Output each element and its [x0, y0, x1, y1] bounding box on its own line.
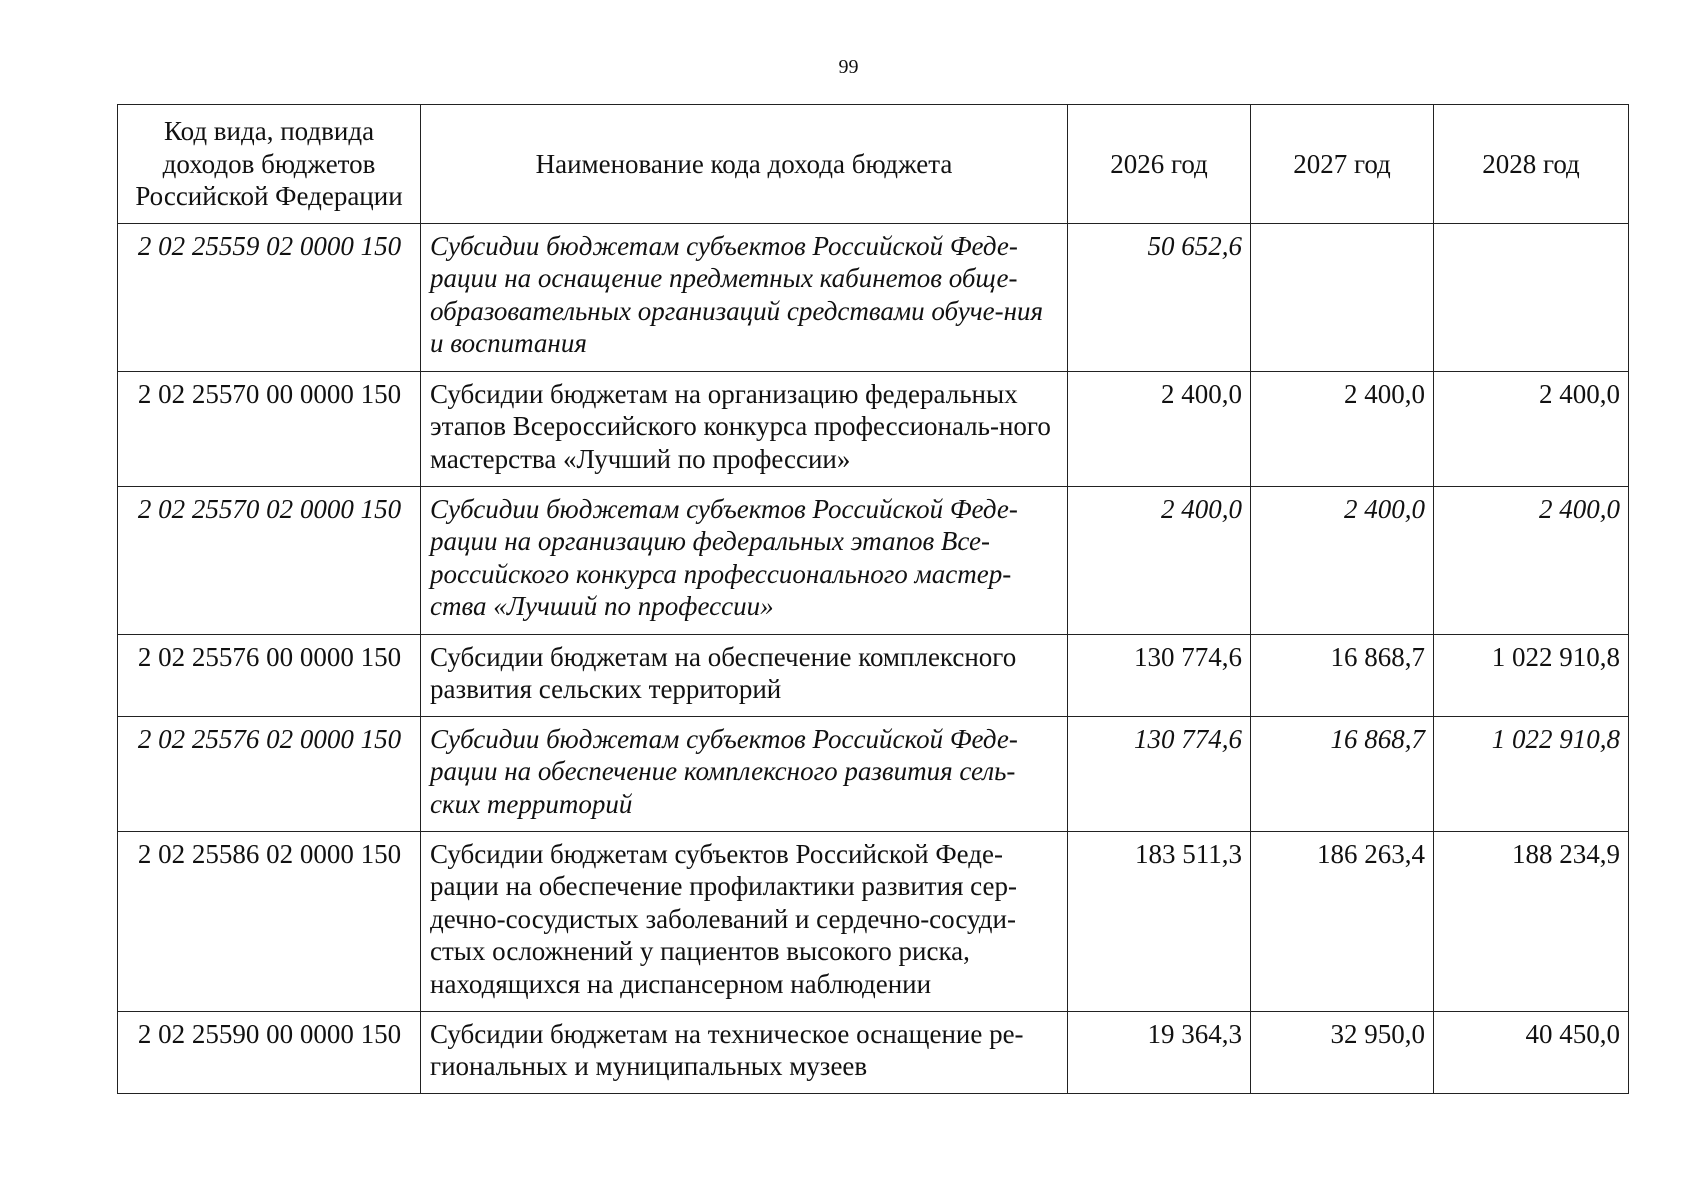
value-2028: 1 022 910,8	[1434, 634, 1629, 716]
income-name: Субсидии бюджетам на техническое оснащение ре-гиональных и муниципальных музеев	[421, 1011, 1068, 1093]
income-code: 2 02 25570 02 0000 150	[118, 486, 421, 634]
value-2026: 183 511,3	[1068, 831, 1251, 1011]
page-number: 99	[838, 56, 859, 78]
table-row	[118, 831, 1629, 1011]
value-2028	[1434, 223, 1629, 371]
header-2028: 2028 год	[1434, 105, 1629, 224]
value-2027	[1251, 223, 1434, 371]
header-2026: 2026 год	[1068, 105, 1251, 224]
value-2026: 2 400,0	[1068, 371, 1251, 486]
table-row	[118, 486, 1629, 634]
value-2028: 1 022 910,8	[1434, 716, 1629, 831]
income-code: 2 02 25576 02 0000 150	[118, 716, 421, 831]
income-code: 2 02 25570 00 0000 150	[118, 371, 421, 486]
income-name: Субсидии бюджетам субъектов Российской Феде-рации на обеспечение профилактики развития сер-дечно-сосудистых заболеваний и сердечно-сосуди-стых осложнений у пациентов высокого риска, находящихся на диспансерном наблюдении	[421, 831, 1068, 1011]
header-name: Наименование кода дохода бюджета	[421, 105, 1068, 224]
income-code: 2 02 25586 02 0000 150	[118, 831, 421, 1011]
table-row	[118, 223, 1629, 371]
table-row	[118, 1011, 1629, 1093]
value-2027: 186 263,4	[1251, 831, 1434, 1011]
income-name: Субсидии бюджетам на обеспечение комплексного развития сельских территорий	[421, 634, 1068, 716]
income-name: Субсидии бюджетам субъектов Российской Феде-рации на организацию федеральных этапов Все-российского конкурса профессионального мастер-ства «Лучший по профессии»	[421, 486, 1068, 634]
value-2028: 2 400,0	[1434, 371, 1629, 486]
value-2028: 2 400,0	[1434, 486, 1629, 634]
value-2027: 2 400,0	[1251, 371, 1434, 486]
income-name: Субсидии бюджетам на организацию федеральных этапов Всероссийского конкурса профессиональ-ного мастерства «Лучший по профессии»	[421, 371, 1068, 486]
table-row	[118, 716, 1629, 831]
value-2026: 130 774,6	[1068, 716, 1251, 831]
value-2027: 16 868,7	[1251, 716, 1434, 831]
table-header-row	[118, 105, 1629, 224]
income-code: 2 02 25590 00 0000 150	[118, 1011, 421, 1093]
value-2026: 50 652,6	[1068, 223, 1251, 371]
value-2028: 40 450,0	[1434, 1011, 1629, 1093]
header-code: Код вида, подвида доходов бюджетов Российской Федерации	[118, 105, 421, 224]
income-code: 2 02 25576 00 0000 150	[118, 634, 421, 716]
table-row	[118, 634, 1629, 716]
value-2027: 32 950,0	[1251, 1011, 1434, 1093]
header-2027: 2027 год	[1251, 105, 1434, 224]
income-name: Субсидии бюджетам субъектов Российской Феде-рации на обеспечение комплексного развития сель-ских территорий	[421, 716, 1068, 831]
budget-income-table	[117, 104, 1629, 1094]
income-name: Субсидии бюджетам субъектов Российской Феде-рации на оснащение предметных кабинетов обще-образовательных организаций средствами обуче-ния и воспитания	[421, 223, 1068, 371]
value-2026: 2 400,0	[1068, 486, 1251, 634]
income-code: 2 02 25559 02 0000 150	[118, 223, 421, 371]
value-2028: 188 234,9	[1434, 831, 1629, 1011]
value-2027: 16 868,7	[1251, 634, 1434, 716]
value-2027: 2 400,0	[1251, 486, 1434, 634]
value-2026: 19 364,3	[1068, 1011, 1251, 1093]
value-2026: 130 774,6	[1068, 634, 1251, 716]
table-row	[118, 371, 1629, 486]
